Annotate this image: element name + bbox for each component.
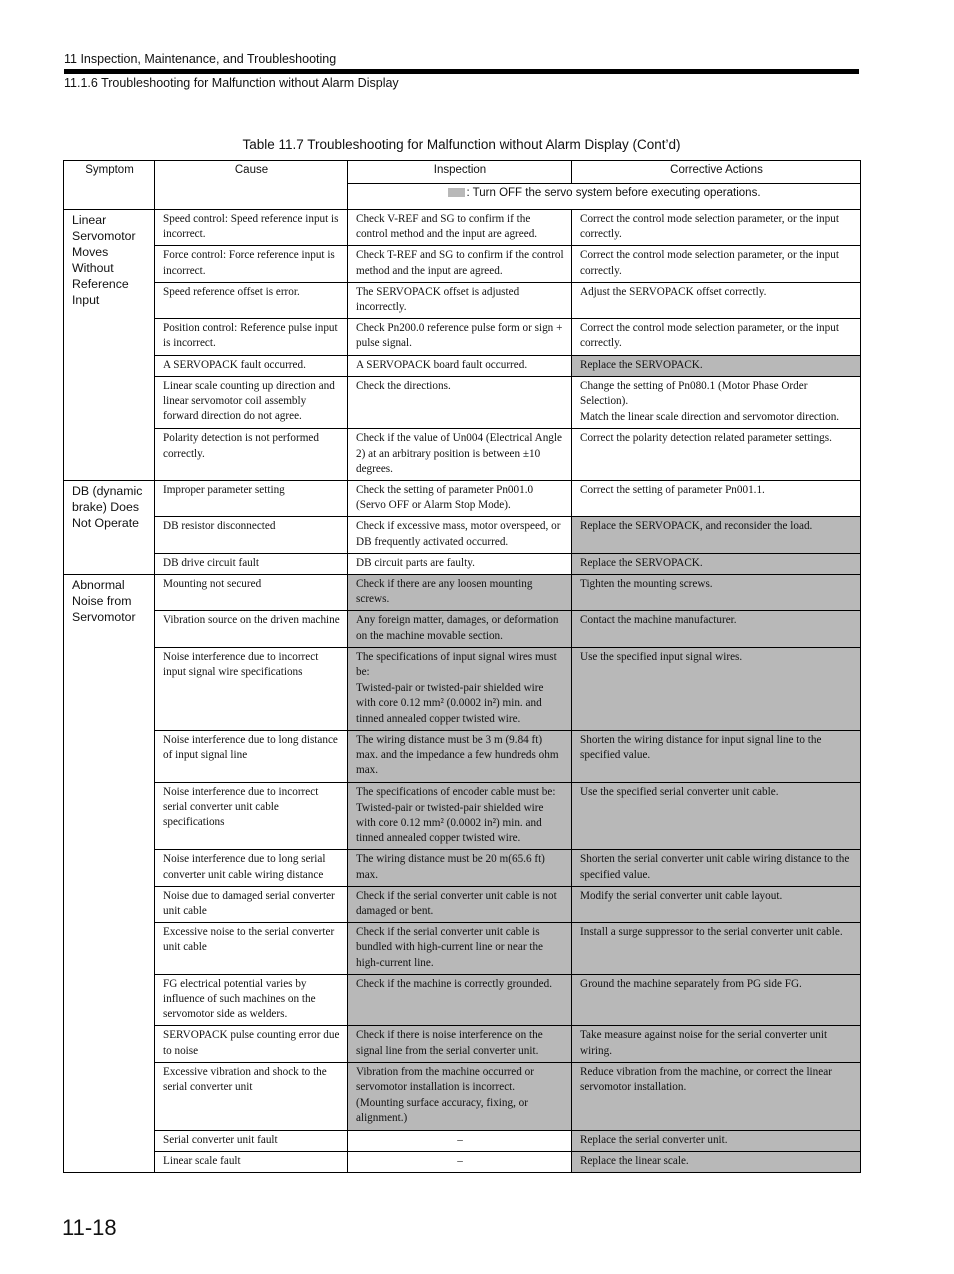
cell-paragraph: Install a surge suppressor to the serial converter unit cable.: [580, 926, 843, 939]
table-row: [64, 1062, 861, 1130]
cell-paragraph: Check if the serial converter unit cable is bundled with high-current line or near the high-current line.: [356, 926, 544, 969]
cell-paragraph: Linear scale fault: [163, 1154, 241, 1167]
cause-column-header: Cause: [155, 161, 348, 210]
section-heading: 11.1.6 Troubleshooting for Malfunction without Alarm Display: [64, 76, 399, 90]
cell-paragraph: The specifications of encoder cable must be:: [356, 785, 556, 798]
table-row: [64, 611, 861, 647]
inspection-cell: [348, 647, 572, 730]
cause-cell: [155, 730, 348, 782]
corrective-action-cell: [572, 1130, 861, 1151]
table-row: [64, 1130, 861, 1151]
table-row: [64, 517, 861, 553]
inspection-column-header: Inspection: [348, 161, 572, 184]
symptom-cell: Abnormal Noise from Servomotor: [64, 575, 155, 1173]
table-row: [64, 319, 861, 355]
inspection-cell: [348, 319, 572, 355]
corrective-action-cell: [572, 611, 861, 647]
cell-paragraph: Check if the serial converter unit cable is not damaged or bent.: [356, 889, 557, 917]
corrective-action-cell: [572, 1062, 861, 1130]
cell-paragraph: Correct the setting of parameter Pn001.1.: [580, 484, 765, 497]
corrective-action-cell: [572, 517, 861, 553]
cell-paragraph: Ground the machine separately from PG side FG.: [580, 977, 802, 990]
corrective-action-cell: [572, 429, 861, 481]
table-row: [64, 481, 861, 517]
cell-paragraph: DB resistor disconnected: [163, 520, 276, 533]
cause-cell: [155, 1151, 348, 1172]
table-row: [64, 376, 861, 429]
inspection-cell: [348, 886, 572, 922]
shading-legend-text: : Turn OFF the servo system before executing operations.: [466, 187, 761, 199]
cell-paragraph: Reduce vibration from the machine, or correct the linear servomotor installation.: [580, 1065, 832, 1093]
cell-paragraph: Check T-REF and SG to confirm if the control method and the input are agreed.: [356, 249, 564, 277]
inspection-cell: [348, 246, 572, 282]
table-row: [64, 282, 861, 318]
inspection-cell: [348, 1130, 572, 1151]
cell-paragraph: Speed reference offset is error.: [163, 285, 300, 298]
cell-paragraph: Check if excessive mass, motor overspeed, or DB frequently activated occurred.: [356, 520, 561, 548]
cause-cell: [155, 782, 348, 850]
corrective-action-cell: [572, 553, 861, 574]
table-row: [64, 730, 861, 782]
corrective-action-cell: [572, 886, 861, 922]
inspection-cell: [348, 575, 572, 611]
cell-paragraph: Adjust the SERVOPACK offset correctly.: [580, 285, 767, 298]
cell-paragraph: Replace the SERVOPACK.: [580, 358, 703, 371]
cause-cell: [155, 246, 348, 282]
cell-paragraph: Noise interference due to long serial converter unit cable wiring distance: [163, 853, 326, 881]
inspection-cell: [348, 1026, 572, 1062]
cell-paragraph: Change the setting of Pn080.1 (Motor Phase Order Selection).: [580, 379, 808, 408]
symptom-cell: DB (dynamic brake) Does Not Operate: [64, 481, 155, 575]
cell-paragraph: The wiring distance must be 3 m (9.84 ft) max. and the impedance a few hundreds ohm max.: [356, 733, 559, 777]
corrective-action-cell: [572, 282, 861, 318]
cell-paragraph: Modify the serial converter unit cable layout.: [580, 889, 783, 902]
cell-paragraph: DB circuit parts are faulty.: [356, 556, 475, 569]
cell-paragraph: –: [457, 1133, 463, 1146]
corrective-action-cell: [572, 730, 861, 782]
table-row: [64, 429, 861, 481]
cell-paragraph: The SERVOPACK offset is adjusted incorrectly.: [356, 285, 520, 314]
cell-paragraph: A SERVOPACK board fault occurred.: [356, 358, 528, 371]
corrective-action-cell: [572, 647, 861, 730]
gray-swatch-icon: [448, 188, 465, 197]
cell-paragraph: Noise interference due to incorrect serial converter unit cable specifications: [163, 785, 319, 828]
cell-paragraph: Noise due to damaged serial converter unit cable: [163, 889, 335, 917]
cell-paragraph: Check if the value of Un004 (Electrical Angle 2) at an arbitrary position is between ±10 degrees.: [356, 432, 562, 475]
inspection-cell: [348, 355, 572, 376]
cell-paragraph: Any foreign matter, damages, or deformation on the machine movable section.: [356, 614, 559, 642]
corrective-action-cell: [572, 1151, 861, 1172]
cause-cell: [155, 647, 348, 730]
inspection-cell: [348, 923, 572, 975]
corrective-action-cell: [572, 376, 861, 429]
inspection-cell: [348, 282, 572, 318]
corrective-actions-column-header: Corrective Actions: [572, 161, 861, 184]
cell-paragraph: Check Pn200.0 reference pulse form or sign + pulse signal.: [356, 322, 563, 350]
inspection-cell: [348, 376, 572, 429]
cell-paragraph: Speed control: Speed reference input is incorrect.: [163, 213, 339, 241]
cell-paragraph: Check if there is noise interference on the signal line from the serial converter unit.: [356, 1029, 543, 1057]
cause-cell: [155, 210, 348, 246]
cause-cell: [155, 553, 348, 574]
table-row: [64, 1151, 861, 1172]
cell-paragraph: SERVOPACK pulse counting error due to noise: [163, 1029, 340, 1057]
cause-cell: [155, 319, 348, 355]
inspection-cell: [348, 974, 572, 1026]
inspection-cell: [348, 517, 572, 553]
cell-paragraph: Vibration from the machine occurred or servomotor installation is incorrect.: [356, 1065, 534, 1093]
corrective-action-cell: [572, 782, 861, 850]
cell-paragraph: Replace the serial converter unit.: [580, 1133, 728, 1146]
cause-cell: [155, 1062, 348, 1130]
cell-paragraph: Improper parameter setting: [163, 484, 285, 497]
cell-paragraph: Polarity detection is not performed correctly.: [163, 432, 319, 460]
cause-cell: [155, 611, 348, 647]
cell-paragraph: Excessive noise to the serial converter unit cable: [163, 926, 335, 954]
cause-cell: [155, 481, 348, 517]
cell-paragraph: Serial converter unit fault: [163, 1133, 278, 1146]
cell-paragraph: Check the directions.: [356, 379, 451, 392]
corrective-action-cell: [572, 575, 861, 611]
cell-paragraph: Excessive vibration and shock to the serial converter unit: [163, 1065, 327, 1093]
cell-paragraph: Force control: Force reference input is incorrect.: [163, 249, 335, 277]
cell-paragraph: Use the specified input signal wires.: [580, 650, 743, 663]
inspection-cell: [348, 481, 572, 517]
inspection-cell: [348, 210, 572, 246]
inspection-cell: [348, 850, 572, 886]
chapter-heading: 11 Inspection, Maintenance, and Troubleshooting: [64, 52, 337, 66]
table-row: [64, 553, 861, 574]
cell-paragraph: (Mounting surface accuracy, fixing, or alignment.): [356, 1097, 528, 1125]
cell-paragraph: FG electrical potential varies by influence of such machines on the servomotor side as welders.: [163, 977, 316, 1021]
cell-paragraph: Replace the SERVOPACK.: [580, 556, 703, 569]
cell-paragraph: Check the setting of parameter Pn001.0 (Servo OFF or Alarm Stop Mode).: [356, 484, 534, 512]
symptom-cell: Linear Servomotor Moves Without Reference Input: [64, 210, 155, 481]
cell-paragraph: Shorten the wiring distance for input signal line to the specified value.: [580, 733, 822, 762]
table-row: [64, 850, 861, 886]
cause-cell: [155, 282, 348, 318]
cell-paragraph: Replace the SERVOPACK, and reconsider the load.: [580, 520, 813, 533]
cause-cell: [155, 850, 348, 886]
cell-paragraph: Correct the control mode selection parameter, or the input correctly.: [580, 249, 839, 277]
cell-paragraph: Match the linear scale direction and servomotor direction.: [580, 411, 840, 424]
cell-paragraph: Take measure against noise for the serial converter unit wiring.: [580, 1029, 828, 1057]
cell-paragraph: Twisted-pair or twisted-pair shielded wire with core 0.12 mm² (0.0002 in²) min. and tinned annealed copper twisted wire.: [356, 801, 544, 845]
cell-paragraph: The wiring distance must be 20 m(65.6 ft) max.: [356, 853, 545, 881]
table-row: [64, 210, 861, 246]
corrective-action-cell: [572, 319, 861, 355]
corrective-action-cell: [572, 246, 861, 282]
table-row: [64, 575, 861, 611]
cell-paragraph: Mounting not secured: [163, 578, 262, 591]
cell-paragraph: Correct the control mode selection parameter, or the input correctly.: [580, 322, 839, 350]
cause-cell: [155, 974, 348, 1026]
cell-paragraph: Noise interference due to long distance of input signal line: [163, 733, 338, 762]
corrective-action-cell: [572, 481, 861, 517]
cell-paragraph: DB drive circuit fault: [163, 556, 259, 569]
corrective-action-cell: [572, 210, 861, 246]
table-row: [64, 923, 861, 975]
table-row: [64, 246, 861, 282]
symptom-column-header: Symptom: [64, 161, 155, 210]
page-number: 11-18: [62, 1215, 117, 1240]
cell-paragraph: Check if the machine is correctly grounded.: [356, 977, 553, 990]
cell-paragraph: Tighten the mounting screws.: [580, 578, 713, 591]
cell-paragraph: –: [457, 1154, 463, 1167]
shading-legend: [348, 184, 861, 210]
corrective-action-cell: [572, 1026, 861, 1062]
inspection-cell: [348, 553, 572, 574]
inspection-cell: [348, 1062, 572, 1130]
table-row: [64, 1026, 861, 1062]
cell-paragraph: Check if there are any loosen mounting screws.: [356, 578, 533, 606]
table-row: [64, 647, 861, 730]
cell-paragraph: Linear scale counting up direction and linear servomotor coil assembly forward direction do not agree.: [163, 379, 335, 423]
cell-paragraph: The specifications of input signal wires must be:: [356, 650, 557, 679]
corrective-action-cell: [572, 974, 861, 1026]
cell-paragraph: Correct the polarity detection related parameter settings.: [580, 432, 832, 445]
cell-paragraph: A SERVOPACK fault occurred.: [163, 358, 306, 371]
table-row: [64, 974, 861, 1026]
cause-cell: [155, 517, 348, 553]
cause-cell: [155, 1130, 348, 1151]
corrective-action-cell: [572, 923, 861, 975]
troubleshooting-table: [63, 160, 861, 1173]
cell-paragraph: Position control: Reference pulse input is incorrect.: [163, 322, 338, 350]
inspection-cell: [348, 611, 572, 647]
cause-cell: [155, 575, 348, 611]
cause-cell: [155, 376, 348, 429]
cause-cell: [155, 923, 348, 975]
cell-paragraph: Contact the machine manufacturer.: [580, 614, 737, 627]
header-rule: [64, 69, 859, 74]
corrective-action-cell: [572, 850, 861, 886]
cell-paragraph: Replace the linear scale.: [580, 1154, 689, 1167]
table-caption: Table 11.7 Troubleshooting for Malfunction without Alarm Display (Cont’d): [242, 137, 681, 152]
cause-cell: [155, 355, 348, 376]
inspection-cell: [348, 429, 572, 481]
cell-paragraph: Check V-REF and SG to confirm if the control method and the input are agreed.: [356, 213, 538, 241]
table-row: [64, 782, 861, 850]
cell-paragraph: Twisted-pair or twisted-pair shielded wire with core 0.12 mm² (0.0002 in²) min. and tinned annealed copper twisted wire.: [356, 682, 544, 725]
cell-paragraph: Noise interference due to incorrect input signal wire specifications: [163, 650, 319, 679]
table-row: [64, 886, 861, 922]
corrective-action-cell: [572, 355, 861, 376]
cause-cell: [155, 886, 348, 922]
inspection-cell: [348, 730, 572, 782]
table-body: [64, 210, 861, 1173]
cell-paragraph: Vibration source on the driven machine: [163, 614, 340, 627]
inspection-cell: [348, 782, 572, 850]
cell-paragraph: Shorten the serial converter unit cable wiring distance to the specified value.: [580, 853, 850, 881]
table-row: [64, 355, 861, 376]
table-header-row: [64, 161, 861, 184]
cell-paragraph: Correct the control mode selection parameter, or the input correctly.: [580, 213, 839, 241]
cause-cell: [155, 1026, 348, 1062]
cell-paragraph: Use the specified serial converter unit cable.: [580, 785, 779, 798]
inspection-cell: [348, 1151, 572, 1172]
cause-cell: [155, 429, 348, 481]
